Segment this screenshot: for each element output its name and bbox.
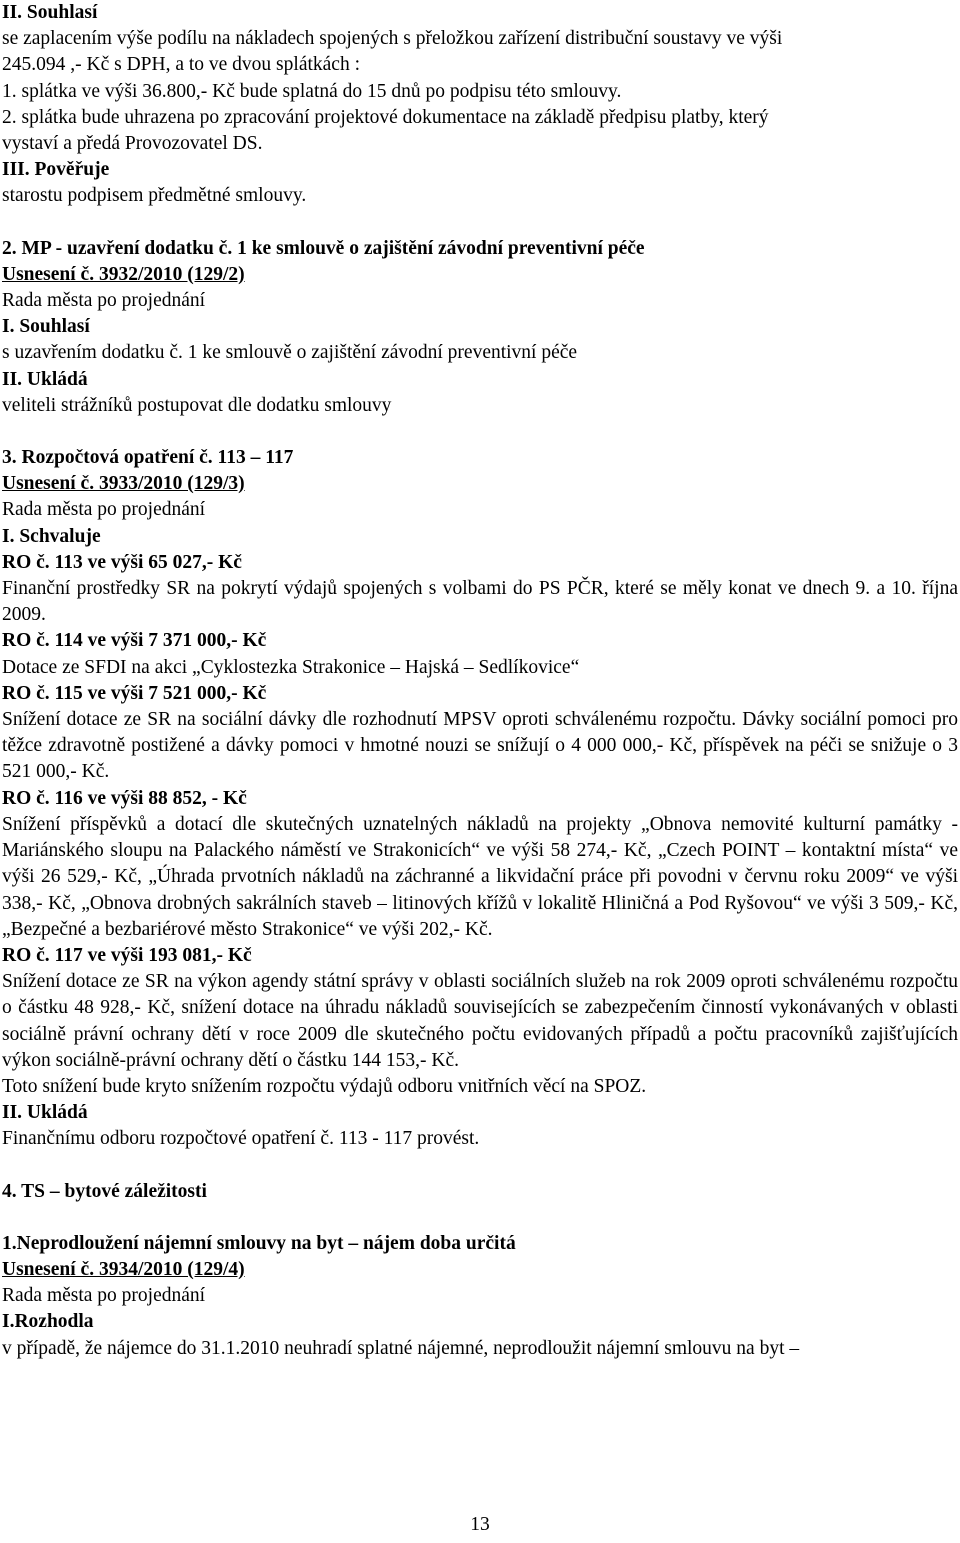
heading-uklada: II. Ukládá [2, 368, 88, 390]
text-line: vystaví a předá Provozovatel DS. [2, 133, 263, 155]
resolution-number: Usnesení č. 3933/2010 (129/3) [2, 473, 245, 495]
ro-114-text: Dotace ze SFDI na akci „Cyklostezka Strakonice – Hajská – Sedlíkovice“ [2, 656, 580, 678]
resolution-number: Usnesení č. 3934/2010 (129/4) [2, 1258, 245, 1280]
text-line: starostu podpisem předmětné smlouvy. [2, 185, 307, 207]
ro-116-text: Snížení příspěvků a dotací dle skutečných uznatelných nákladů na projekty „Obnova nemovité kulturní památky - Mariánského sloupu na Palackého náměstí ve Strakonicích“ ve výši 58 274,- Kč, „Czech POINT – kontaktní místa“ ve výši 26 529,- Kč, „Úhrada prvotních nákladů na záchranné a likvidační práce při povodni v červnu roku 2009“ ve výši 338,- Kč, „Obnova drobných sakrálních staveb – litinových křížů v lokalitě Hliničná a Pod Ryšovou“ ve výši 3 509,- Kč, „Bezpečné a bezbariérové město Strakonice“ ve výši 202,- Kč. [2, 813, 958, 940]
text-line: 2. splátka bude uhrazena po zpracování projektové dokumentace na základě předpisu platby, který [2, 106, 769, 128]
heading-schvaluje: I. Schvaluje [2, 525, 101, 547]
council-line: Rada města po projednání [2, 290, 206, 312]
heading-souhlasi: II. Souhlasí [2, 2, 98, 23]
text-line: s uzavřením dodatku č. 1 ke smlouvě o zajištění závodní preventivní péče [2, 342, 578, 364]
ro-116-heading: RO č. 116 ve výši 88 852, - Kč [2, 787, 247, 809]
ro-114-heading: RO č. 114 ve výši 7 371 000,- Kč [2, 630, 267, 652]
page-number: 13 [470, 1514, 490, 1535]
spacer [2, 210, 958, 236]
council-line: Rada města po projednání [2, 499, 206, 521]
ro-115-text: Snížení dotace ze SR na sociální dávky dle rozhodnutí MPSV oproti schválenému rozpočtu. Dávky sociální pomoci pro těžce zdravotně postižené a dávky pomoci v hmotné nouzi se snížují o 4 000 000,- Kč, příspěvek na péči se snižuje o 3 521 000,- Kč. [2, 709, 958, 783]
heading-poveruje: III. Pověřuje [2, 159, 110, 181]
section-title-rozpoctova-opatreni: 3. Rozpočtová opatření č. 113 – 117 [2, 447, 294, 469]
subsection-title: 1.Neprodloužení nájemní smlouvy na byt – nájem doba určitá [2, 1232, 516, 1254]
spacer [2, 1153, 958, 1179]
text-line: v případě, že nájemce do 31.1.2010 neuhradí splatné nájemné, neprodloužit nájemní smlouvu na byt – [2, 1337, 800, 1359]
council-line: Rada města po projednání [2, 1285, 206, 1307]
ro-117-text: Snížení dotace ze SR na výkon agendy státní správy v oblasti sociálních služeb na rok 2009 oproti schválenému rozpočtu o částku 48 928,- Kč, snížení dotace na úhradu nákladů souvisejících se zabezpečením činností vykonávaných v oblasti sociálně právní ochrany dětí v roce 2009 dle skutečného počtu evidovaných případů a počtu pracovníků zajišťujících výkon sociálně-právní ochrany dětí o částku 144 153,- Kč. [2, 971, 958, 1071]
spacer [2, 1205, 958, 1231]
text-line: se zaplacením výše podílu na nákladech spojených s přeložkou zařízení distribuční soustavy ve výši [2, 28, 783, 50]
section-title-ts: 4. TS – bytové záležitosti [2, 1180, 207, 1202]
ro-115-heading: RO č. 115 ve výši 7 521 000,- Kč [2, 682, 267, 704]
resolution-number: Usnesení č. 3932/2010 (129/2) [2, 263, 245, 285]
text-line: Finančnímu odboru rozpočtové opatření č. 113 - 117 provést. [2, 1128, 480, 1150]
heading-uklada: II. Ukládá [2, 1102, 88, 1124]
ro-117-text-2: Toto snížení bude kryto snížením rozpočtu výdajů odboru vnitřních věcí na SPOZ. [2, 1075, 647, 1097]
section-title-mp: 2. MP - uzavření dodatku č. 1 ke smlouvě o zajištění závodní preventivní péče [2, 237, 645, 259]
text-line: 245.094 ,- Kč s DPH, a to ve dvou splátkách : [2, 54, 360, 76]
ro-113-text: Finanční prostředky SR na pokrytí výdajů spojených s volbami do PS PČR, které se měly konat ve dnech 9. a 10. října 2009. [2, 578, 958, 626]
spacer [2, 419, 958, 445]
ro-113-heading: RO č. 113 ve výši 65 027,- Kč [2, 551, 242, 573]
text-line: 1. splátka ve výši 36.800,- Kč bude splatná do 15 dnů po podpisu této smlouvy. [2, 80, 622, 102]
heading-souhlasi: I. Souhlasí [2, 316, 90, 338]
ro-117-heading: RO č. 117 ve výši 193 081,- Kč [2, 944, 252, 966]
heading-rozhodla: I.Rozhodla [2, 1311, 94, 1333]
text-line: veliteli strážníků postupovat dle dodatku smlouvy [2, 394, 392, 416]
